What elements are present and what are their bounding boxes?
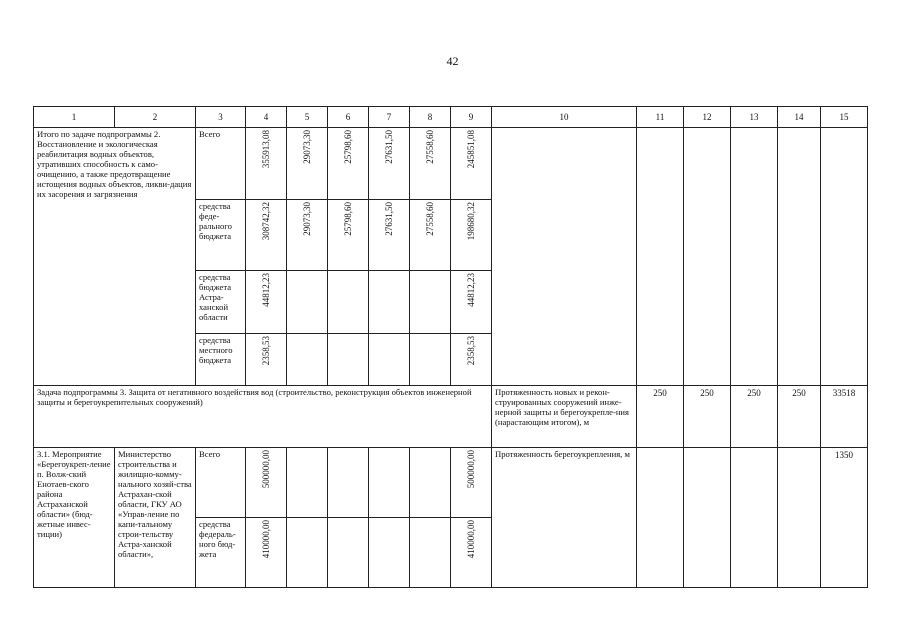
empty-cell bbox=[287, 448, 328, 518]
table-row bbox=[34, 128, 868, 200]
value-cell bbox=[287, 334, 328, 386]
value-cell: 500000,00 bbox=[451, 448, 492, 518]
target-value: 250 bbox=[684, 386, 731, 448]
value-cell: 25798,60 bbox=[328, 200, 369, 271]
table-row bbox=[34, 386, 868, 448]
header-cell: 12 bbox=[684, 107, 731, 128]
empty-cell bbox=[328, 518, 369, 588]
value-cell bbox=[328, 334, 369, 386]
empty-cell bbox=[778, 128, 821, 386]
header-cell: 15 bbox=[821, 107, 868, 128]
target-value: 1350 bbox=[821, 448, 868, 588]
value-cell: 29073,30 bbox=[287, 128, 328, 200]
empty-cell bbox=[637, 448, 684, 588]
value-cell: 27631,50 bbox=[369, 128, 410, 200]
empty-cell bbox=[684, 448, 731, 588]
funding-source: средства федераль-ного бюд-жета bbox=[196, 518, 246, 588]
header-cell: 8 bbox=[410, 107, 451, 128]
value-cell: 308742,32 bbox=[246, 200, 287, 271]
value-cell bbox=[369, 334, 410, 386]
funding-source: Всего bbox=[196, 128, 246, 200]
measure-name: 3.1. Мероприятие «Берегоукреп-ление п. Волж-ский Енотаев-ского района Астраханской области» (бюд-жетные инвес-тиции) bbox=[34, 448, 115, 588]
empty-cell bbox=[369, 518, 410, 588]
header-cell: 4 bbox=[246, 107, 287, 128]
value-cell bbox=[410, 334, 451, 386]
indicator-cell bbox=[492, 128, 637, 386]
value-cell: 44812,23 bbox=[246, 271, 287, 334]
target-value: 33518 bbox=[821, 386, 868, 448]
target-value: 250 bbox=[731, 386, 778, 448]
target-value: 250 bbox=[778, 386, 821, 448]
value-cell: 27558,60 bbox=[410, 200, 451, 271]
value-cell: 27558,60 bbox=[410, 128, 451, 200]
value-cell: 198680,32 bbox=[451, 200, 492, 271]
funding-source: средства бюджета Астра-ханской области bbox=[196, 271, 246, 334]
value-cell: 410000,00 bbox=[451, 518, 492, 588]
header-cell: 3 bbox=[196, 107, 246, 128]
header-cell: 2 bbox=[115, 107, 196, 128]
header-row bbox=[34, 107, 868, 128]
value-cell bbox=[328, 271, 369, 334]
empty-cell bbox=[731, 128, 778, 386]
header-cell: 6 bbox=[328, 107, 369, 128]
empty-cell bbox=[410, 518, 451, 588]
executor-cell: Министерство строительства и жилищно-комму-нального хозяй-ства Астрахан-ской области, ГКУ АО «Управ-ление по капи-тальному строи-тельству Астра-ханской области», bbox=[115, 448, 196, 588]
header-cell: 11 bbox=[637, 107, 684, 128]
header-cell: 10 bbox=[492, 107, 637, 128]
empty-cell bbox=[684, 128, 731, 386]
header-cell: 9 bbox=[451, 107, 492, 128]
task-title: Задача подпрограммы 3. Защита от негативного воздействия вод (строительство, реконструкция объектов инженерной защиты и берегоукрепительных сооружений) bbox=[34, 386, 492, 448]
empty-cell bbox=[731, 448, 778, 588]
value-cell bbox=[287, 271, 328, 334]
value-cell bbox=[410, 271, 451, 334]
value-cell: 44812,23 bbox=[451, 271, 492, 334]
value-cell: 27631,50 bbox=[369, 200, 410, 271]
empty-cell bbox=[287, 518, 328, 588]
value-cell: 25798,60 bbox=[328, 128, 369, 200]
value-cell: 2358,53 bbox=[451, 334, 492, 386]
indicator-cell: Протяженность берегоукрепления, м bbox=[492, 448, 637, 588]
value-cell: 29073,30 bbox=[287, 200, 328, 271]
empty-cell bbox=[369, 448, 410, 518]
header-cell: 5 bbox=[287, 107, 328, 128]
table-row bbox=[34, 448, 868, 518]
empty-cell bbox=[778, 448, 821, 588]
header-cell: 1 bbox=[34, 107, 115, 128]
value-cell: 410000,00 bbox=[246, 518, 287, 588]
empty-cell bbox=[328, 448, 369, 518]
empty-cell bbox=[637, 128, 684, 386]
funding-source: Всего bbox=[196, 448, 246, 518]
value-cell: 2358,53 bbox=[246, 334, 287, 386]
empty-cell bbox=[821, 128, 868, 386]
value-cell: 500000,00 bbox=[246, 448, 287, 518]
total-title: Итого по задаче подпрограммы 2. Восстановление и экологическая реабилитация водных объектов, утративших способность к само-очищению, а также предотвращение истощения водных объектов, ликви-дация их засорения и загрязнения bbox=[34, 128, 196, 386]
value-cell: 355913,08 bbox=[246, 128, 287, 200]
budget-table bbox=[33, 106, 868, 588]
header-cell: 14 bbox=[778, 107, 821, 128]
target-value: 250 bbox=[637, 386, 684, 448]
funding-source: средства феде-рального бюджета bbox=[196, 200, 246, 271]
value-cell bbox=[369, 271, 410, 334]
page-number: 42 bbox=[446, 54, 459, 68]
funding-source: средства местного бюджета bbox=[196, 334, 246, 386]
header-cell: 13 bbox=[731, 107, 778, 128]
indicator-cell: Протяженность новых и рекон-струированных сооружений инже-нерной защиты и берегоукрепле-ния (нарастающим итогом), м bbox=[492, 386, 637, 448]
empty-cell bbox=[410, 448, 451, 518]
header-cell: 7 bbox=[369, 107, 410, 128]
value-cell: 245851,08 bbox=[451, 128, 492, 200]
